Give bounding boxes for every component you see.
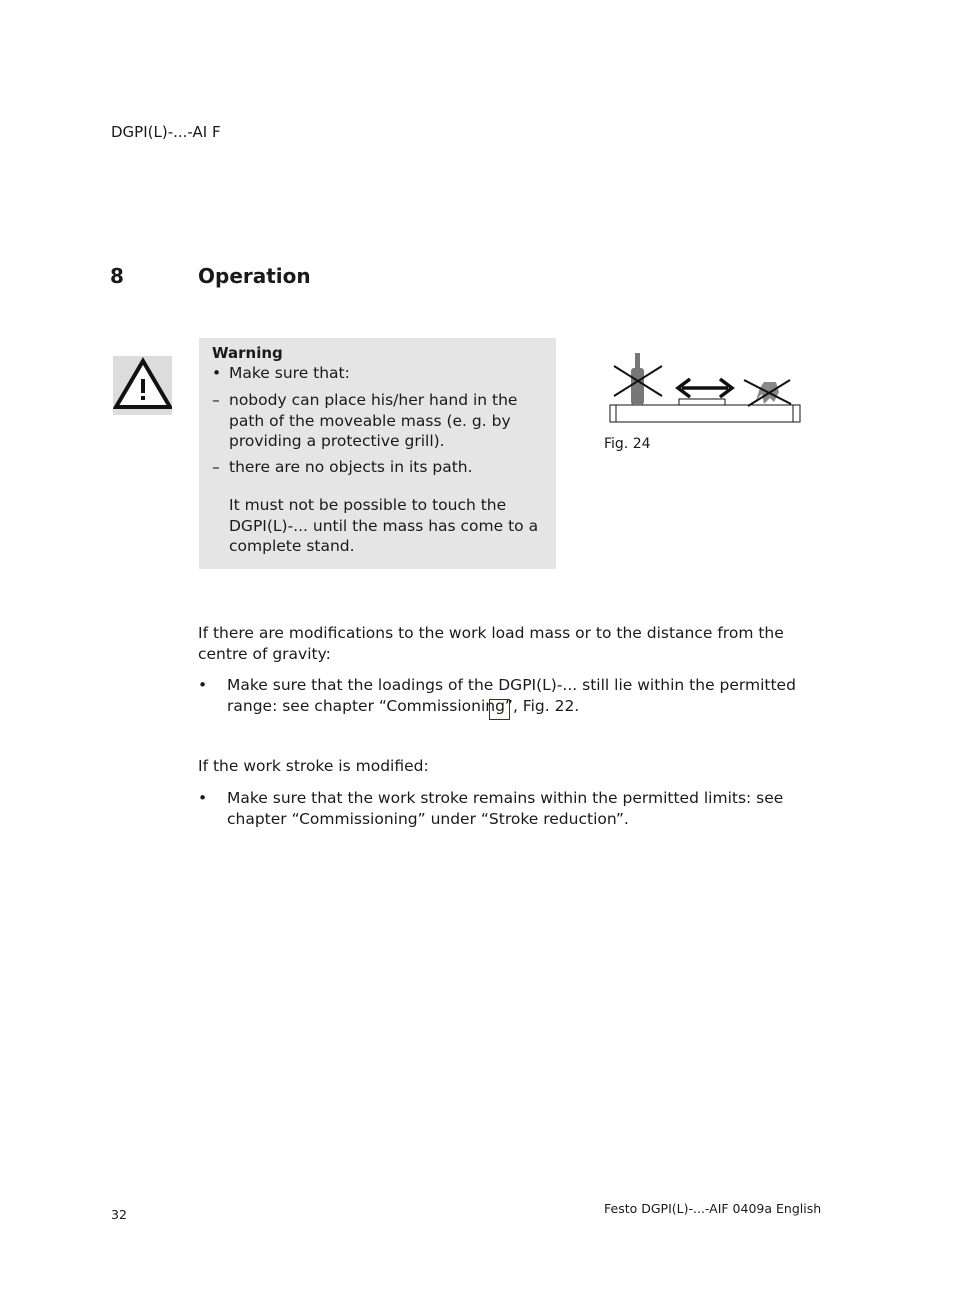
crossed-hand-icon [744,380,791,406]
bullet-mark: • [198,789,208,807]
list-item-text: Make sure that the work stroke remains within the permitted limits: see chapter “Commissioning” under “Stroke reduction”. [227,789,784,828]
dash-mark: – [212,391,220,409]
paragraph: If the work stroke is modified: [198,757,429,775]
warning-title: Warning [212,344,283,362]
dash-mark: – [212,458,220,476]
paragraph: If there are modifications to the work load mass or to the distance from the centre of gravity: [198,624,784,663]
warning-dash-item [212,457,473,478]
cross-reference-link[interactable] [489,699,510,720]
chapter-number: 8 [110,264,124,288]
chapter-title: Operation [198,264,311,288]
page-number: 32 [111,1207,127,1222]
warning-dash-text: there are no objects in its path. [229,458,473,476]
footer-text: Festo DGPI(L)-...-AIF 0409a English [604,1201,822,1216]
list-item-text: Make sure that the loadings of the DGPI(L)-... still lie within the permitted range: see chapter “Commissioning”, Fig. 22. [227,676,796,715]
figure-caption: Fig. 24 [604,436,651,452]
bullet-mark: • [212,364,222,382]
document-code: DGPI(L)-...-AI F [111,123,221,141]
warning-note: It must not be possible to touch the DGPI(L)-... until the mass has come to a complete stand. [229,496,539,555]
warning-bullet-text: Make sure that: [229,364,350,382]
warning-triangle-icon [113,356,172,415]
warning-bullet [212,363,350,384]
warning-dash-text: nobody can place his/her hand in the path of the moveable mass (e. g. by providing a protective grill). [229,391,518,450]
bullet-mark: • [198,676,208,694]
list-item [198,788,798,829]
warning-icon-container [113,356,172,415]
crossed-bottle-icon [614,353,662,405]
warning-dash-item [212,390,542,452]
figure-24-illustration [604,348,804,432]
double-arrow-icon [678,379,732,397]
